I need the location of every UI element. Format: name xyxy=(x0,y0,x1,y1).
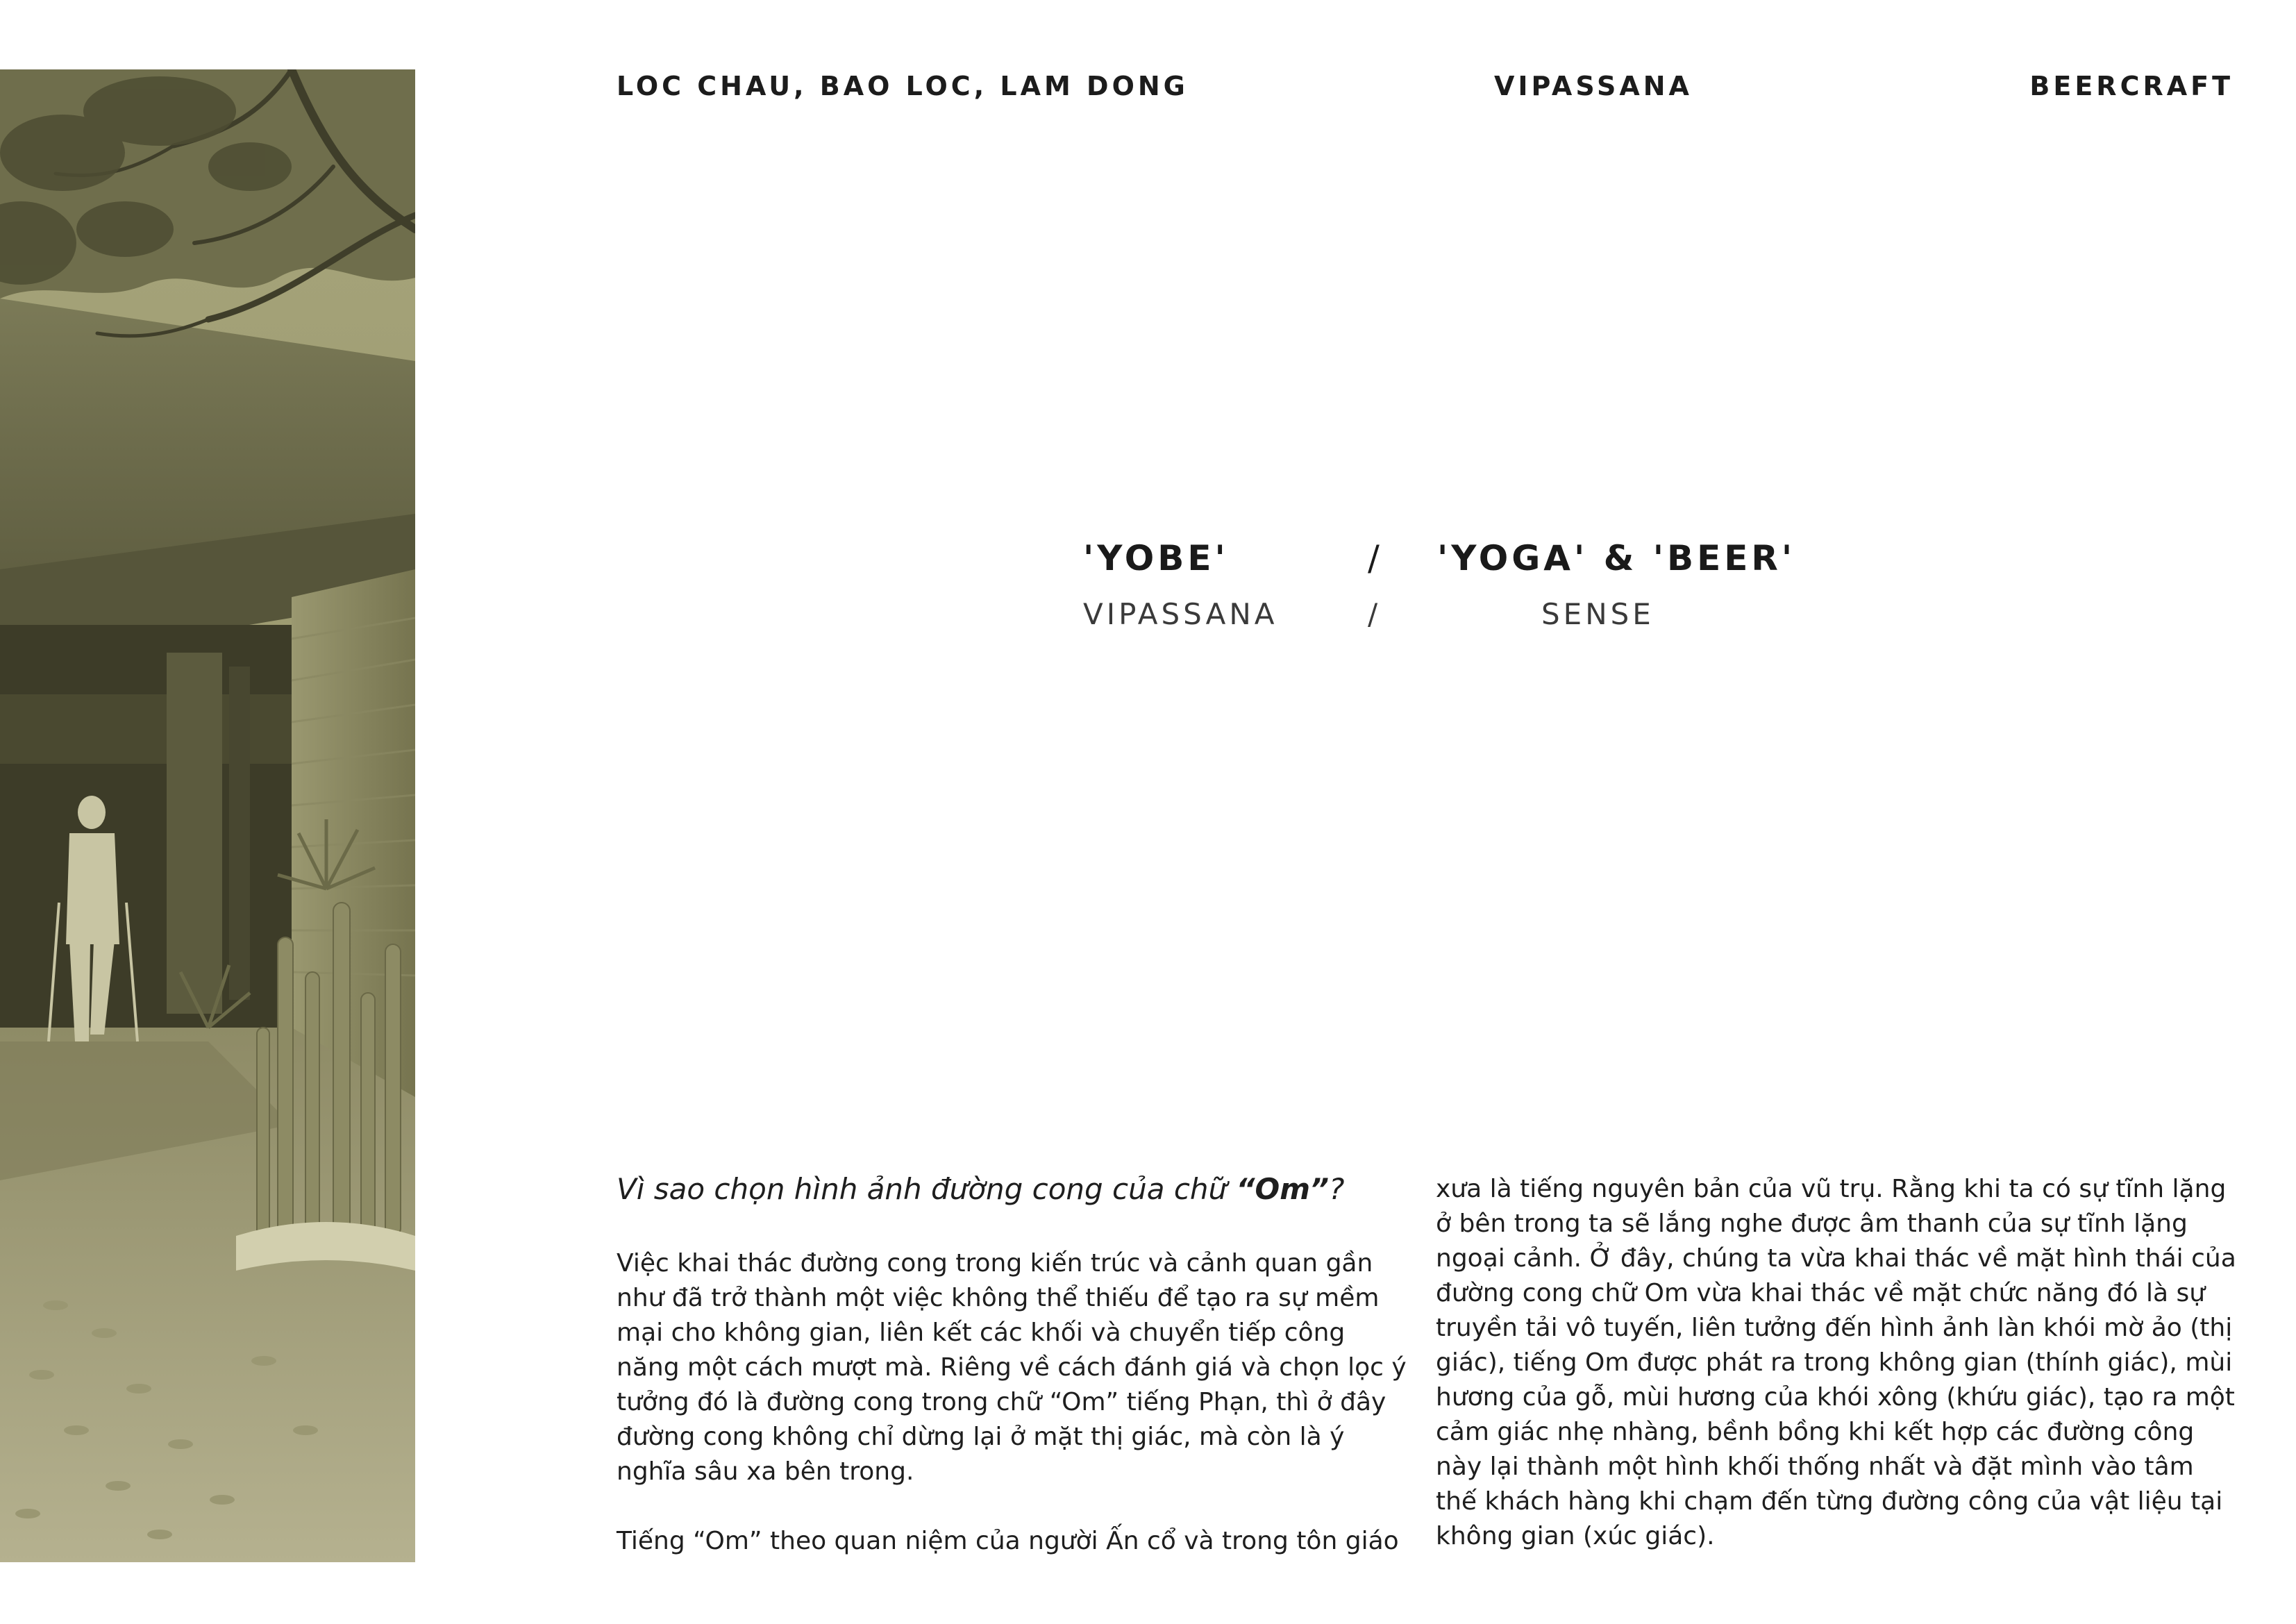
title-row xyxy=(1083,538,1796,587)
heading-suffix: ? xyxy=(1329,1172,1345,1206)
subtitle-right: SENSE xyxy=(1541,597,1654,631)
title-slash: / xyxy=(1368,538,1383,578)
subtitle-slash: / xyxy=(1368,597,1382,631)
hero-photo-illustration xyxy=(0,69,415,1562)
paragraph-3: xưa là tiếng nguyên bản của vũ trụ. Rằng khi ta có sự tĩnh lặng ở bên trong ta sẽ lắng nghe được âm thanh của sự tĩnh lặng ngoại cảnh. Ở đây, chúng ta vừa khai thác về mặt hình thái của đường cong chữ Om vừa khai thác về mặt chức năng đó là sự truyền tải vô tuyến, liên tưởng đến hình ảnh làn khói mờ ảo (thị giác), tiếng Om được phát ra trong không gian (thính giác), mùi hương của gỗ, mùi hương của khói xông (khứu giác), tạo ra một cảm giác nhẹ nhàng, bềnh bồng khi kết hợp các đường công này lại thành một hình khối thống nhất và đặt mình vào tâm thế khách hàng khi chạm đến từng đường công của vật liệu tại không gian (xúc giác). xyxy=(1436,1175,2236,1550)
header-right-title: BEERCRAFT xyxy=(2029,71,2234,101)
heading-prefix: Vì sao chọn hình ảnh đường cong của chữ xyxy=(617,1172,1237,1206)
article-column-right xyxy=(1436,1172,2241,1554)
header-location: LOC CHAU, BAO LOC, LAM DONG xyxy=(617,71,1189,101)
article-column-left xyxy=(617,1246,1415,1559)
title-left: 'YOBE' xyxy=(1083,538,1229,578)
paragraph-2: Tiếng “Om” theo quan niệm của người Ấn cổ và trong tôn giáo xyxy=(617,1527,1399,1555)
title-right: 'YOGA' & 'BEER' xyxy=(1437,538,1796,578)
article-heading xyxy=(617,1172,1415,1206)
header-center-title: VIPASSANA xyxy=(1494,71,1693,101)
hero-photo xyxy=(0,69,415,1562)
heading-emphasis: “Om” xyxy=(1236,1172,1330,1206)
paragraph-1: Việc khai thác đường cong trong kiến trúc và cảnh quan gần như đã trở thành một việc không thể thiếu để tạo ra sự mềm mại cho không gian, liên kết các khối và chuyển tiếp công năng một cách mượt mà. Riêng về cách đánh giá và chọn lọc ý tưởng đó là đường cong trong chữ “Om” tiếng Phạn, thì ở đây đường cong không chỉ dừng lại ở mặt thị giác, mà còn là ý nghĩa sâu xa bên trong. xyxy=(617,1249,1407,1486)
subtitle-left: VIPASSANA xyxy=(1083,597,1278,631)
subtitle-row xyxy=(1083,597,1777,646)
